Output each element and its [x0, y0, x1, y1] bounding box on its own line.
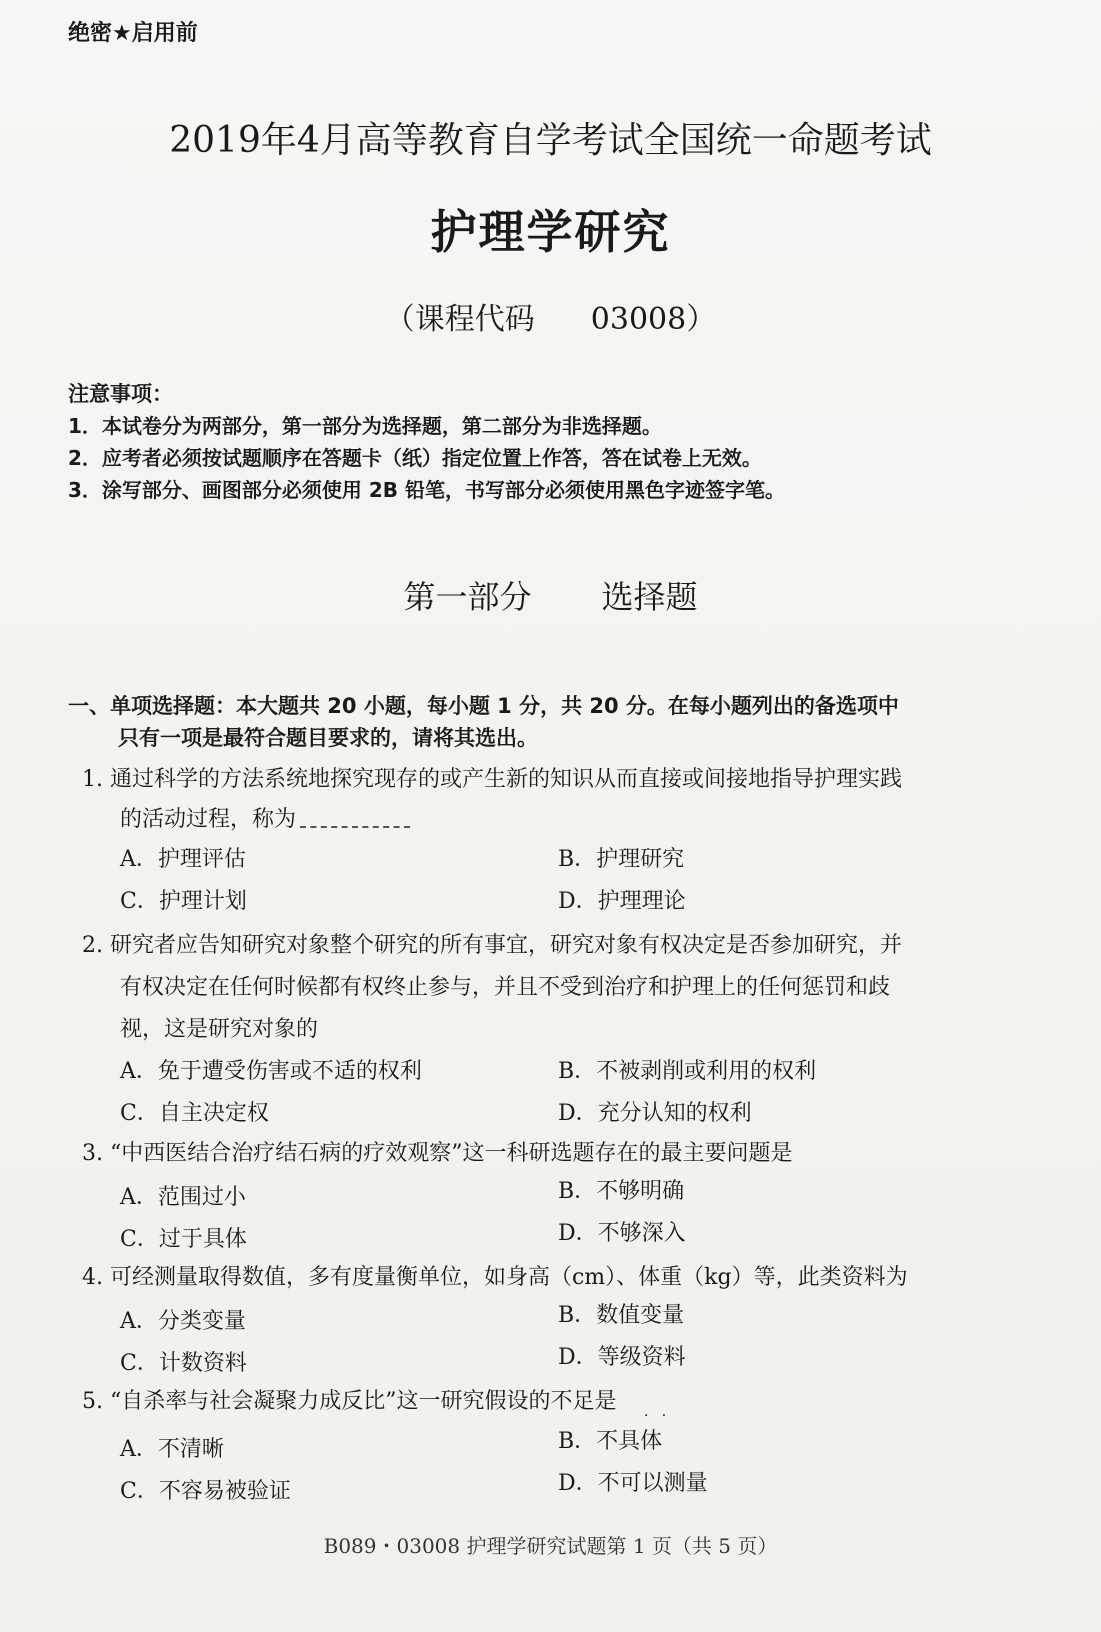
part-heading: [0, 572, 1101, 618]
question-2-stem-cont: 视，这是研究对象的: [120, 1017, 319, 1042]
question-2-option-d: D．充分认知的权利: [558, 1101, 752, 1126]
question-4-stem: 4. 可经测量取得数值，多有度量衡单位，如身高（cm）、体重（kg）等，此类资料为: [82, 1265, 908, 1290]
subject-title: 护理学研究: [430, 205, 671, 259]
question-1-option-a: A．护理评估: [120, 847, 246, 872]
question-1-stem-cont: 的活动过程，称为: [120, 802, 410, 833]
course-code: 03008）: [590, 302, 717, 337]
exam-title: 2019年4月高等教育自学考试全国统一命题考试: [169, 120, 932, 161]
question-1-option-d: D．护理理论: [558, 889, 686, 914]
question-5-option-b: B．不具体: [558, 1429, 663, 1454]
question-4-option-a: A．分类变量: [120, 1309, 246, 1334]
course-code-line: [0, 294, 1101, 338]
secret-label: 绝密★启用前: [68, 21, 198, 46]
section-instructions: 一、单项选择题：本大题共 20 小题，每小题 1 分，共 20 分。在每小题列出的备选项中: [68, 694, 899, 718]
question-2-stem-cont: 有权决定在任何时候都有权终止参与，并且不受到治疗和护理上的任何惩罚和歧: [120, 975, 891, 1000]
question-4-option-b: B．数值变量: [558, 1303, 685, 1328]
answer-blank: [300, 812, 410, 828]
part-title: 选择题: [601, 578, 698, 616]
question-1-stem: 1. 通过科学的方法系统地探究现存的或产生新的知识从而直接或间接地指导护理实践: [82, 767, 902, 792]
question-5-stem: 5. “自杀率与社会凝聚力成反比”这一研究假设的不足是: [82, 1389, 617, 1414]
page-footer: B089・03008 护理学研究试题第 1 页（共 5 页）: [323, 1534, 778, 1558]
question-5-option-a: A．不清晰: [120, 1437, 224, 1462]
notice-item: 2．应考者必须按试题顺序在答题卡（纸）指定位置上作答，答在试卷上无效。: [68, 446, 762, 470]
section-instructions-cont: 只有一项是最符合题目要求的，请将其选出。: [118, 726, 538, 750]
question-5-option-c: C．不容易被验证: [120, 1479, 291, 1504]
notice-title: 注意事项：: [68, 382, 173, 406]
question-3-option-b: B．不够明确: [558, 1179, 685, 1204]
question-2-option-c: C．自主决定权: [120, 1101, 269, 1126]
question-3-option-c: C．过于具体: [120, 1227, 247, 1252]
notice-item: 3．涂写部分、画图部分必须使用 2B 铅笔，书写部分必须使用黑色字迹签字笔。: [68, 478, 786, 502]
question-2-option-a: A．免于遭受伤害或不适的权利: [120, 1059, 422, 1084]
question-4-option-c: C．计数资料: [120, 1351, 247, 1376]
part-label: 第一部分: [403, 578, 532, 616]
course-code-label: （课程代码: [384, 302, 535, 337]
question-3-stem: 3. “中西医结合治疗结石病的疗效观察”这一科研选题存在的最主要问题是: [82, 1141, 793, 1166]
question-1-option-b: B．护理研究: [558, 847, 685, 872]
question-3-option-d: D．不够深入: [558, 1221, 686, 1246]
question-3-option-a: A．范围过小: [120, 1185, 246, 1210]
question-4-option-d: D．等级资料: [558, 1345, 686, 1370]
question-2-stem: 2. 研究者应告知研究对象整个研究的所有事宜，研究对象有权决定是否参加研究，并: [82, 933, 902, 958]
notice-item: 1．本试卷分为两部分，第一部分为选择题，第二部分为非选择题。: [68, 414, 662, 438]
emphasis-dots: · ·: [644, 1408, 667, 1424]
question-1-option-c: C．护理计划: [120, 889, 247, 914]
question-2-option-b: B．不被剥削或利用的权利: [558, 1059, 817, 1084]
question-5-option-d: D．不可以测量: [558, 1471, 708, 1496]
